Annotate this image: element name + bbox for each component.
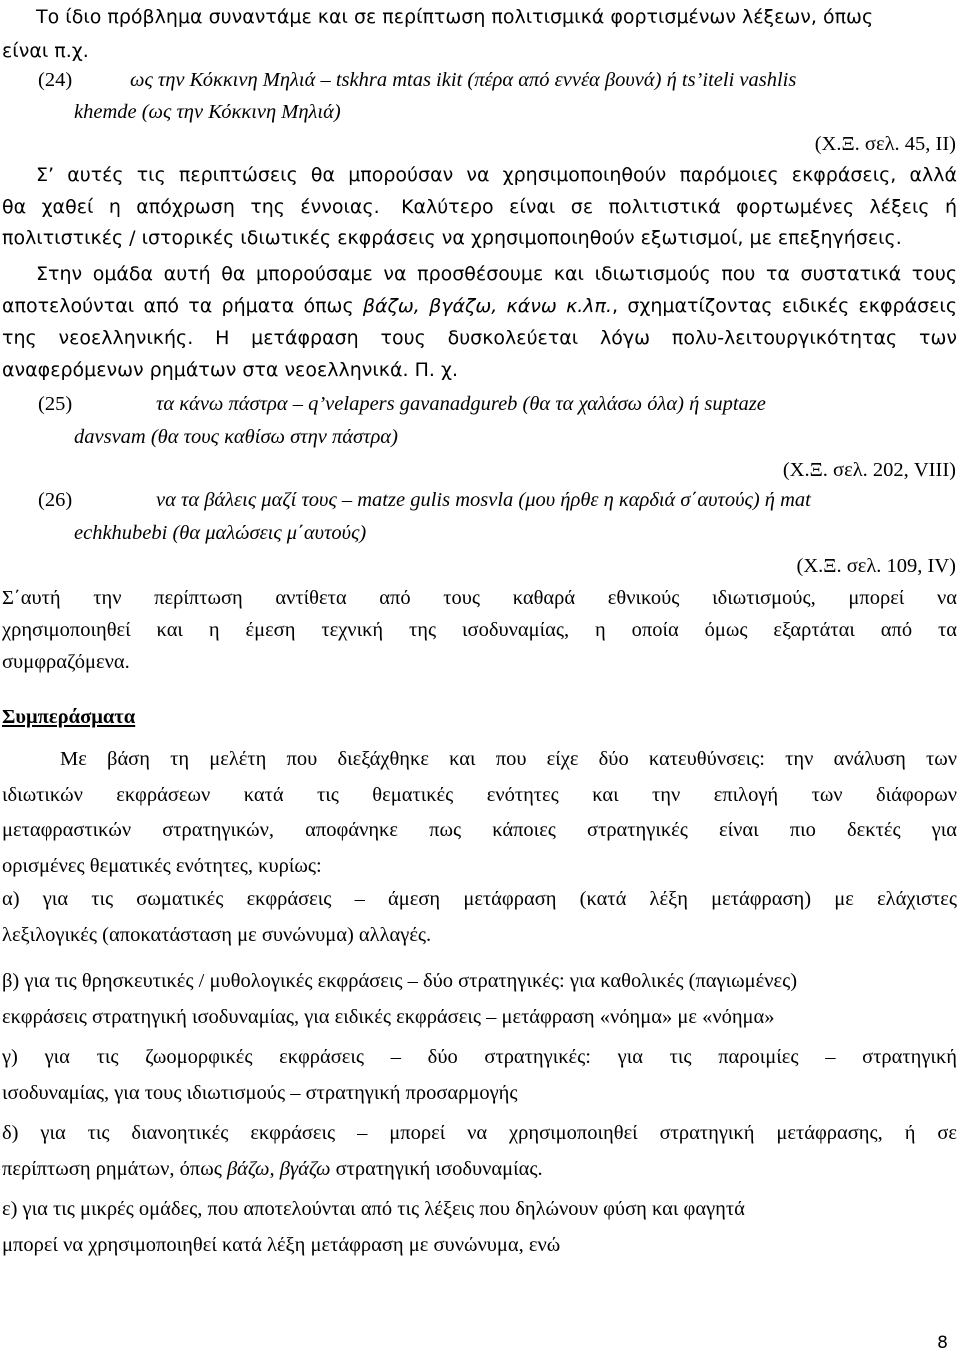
text-line: Σ’ αυτές τις περιπτώσεις θα μπορούσαν να χρησιμοποιηθούν παρόμοιες εκφράσεις, αλλά	[36, 164, 957, 186]
text-line: Σ΄αυτή την περίπτωση αντίθετα από τους καθαρά εθνικούς ιδιωτισμούς, μπορεί να	[2, 587, 957, 609]
text-line: δ) για τις διανοητικές εκφράσεις – μπορεί να χρησιμοποιηθεί στρατηγική μετάφρασης, ή σε	[2, 1122, 957, 1144]
text-line: α) για τις σωματικές εκφράσεις – άμεση μετάφραση (κατά λέξη μετάφραση) με ελάχιστες	[2, 888, 957, 910]
text-line: Το ίδιο πρόβλημα συναντάμε και σε περίπτωση πολιτισμικά φορτισμένων λέξεων, όπως	[36, 6, 874, 28]
example-source: (Χ.Ξ. σελ. 109, IV)	[796, 555, 956, 577]
page-number: 8	[937, 1333, 948, 1353]
text-line: πολιτιστικές / ιστορικές ιδιωτικές εκφράσεις να χρησιμοποιηθούν εξωτισμοί, με επεξηγήσεις.	[2, 227, 902, 249]
example-number: (24)	[38, 69, 73, 91]
section-heading-block	[2, 702, 957, 734]
text-line: εκφράσεις στρατηγική ισοδυναμίας, για ειδικές εκφράσεις – μετάφραση «νόημα» με «νόημα»	[2, 1005, 775, 1028]
text-line: της νεοελληνικής. Η μετάφραση τους δυσκολεύεται λόγω πολυ-λειτουργικότητας των	[2, 327, 957, 349]
example-text: να τα βάλεις μαζί τους – matze gulis mosvla (μου ήρθε η καρδιά σ΄αυτούς) ή mat	[156, 489, 811, 511]
text-line: χρησιμοποιηθεί και η έμεση τεχνική της ισοδυναμίας, η οποία όμως εξαρτάται από τα	[2, 619, 957, 641]
intro-paragraph-cont	[2, 36, 957, 68]
text-span: , σχηματίζοντας ειδικές εκφράσεις	[612, 295, 957, 317]
conclusion-e	[2, 1192, 957, 1263]
example-text: khemde (ως την Κόκκινη Μηλιά)	[74, 101, 341, 123]
text-line: ορισμένες θεματικές ενότητες, κυρίως:	[2, 854, 322, 877]
text-span: περίπτωση ρημάτων, όπως	[2, 1157, 227, 1180]
text-line: αναφερόμενων ρημάτων στα νεοελληνικά. Π. χ.	[2, 359, 458, 381]
text-line: μπορεί να χρησιμοποιηθεί κατά λέξη μετάφραση με συνώνυμα, ενώ	[2, 1233, 561, 1256]
section-heading: Συμπεράσματα	[2, 706, 136, 728]
conclusion-d	[2, 1116, 957, 1187]
example-source: (Χ.Ξ. σελ. 45, ΙΙ)	[814, 133, 956, 155]
text-span: στρατηγική ισοδυναμίας.	[330, 1157, 543, 1180]
text-line: β) για τις θρησκευτικές / μυθολογικές εκφράσεις – δύο στρατηγικές: για καθολικές (παγιωμένες)	[2, 970, 798, 992]
paragraph-1	[2, 160, 957, 255]
text-line: ιδιωτικών εκφράσεων κατά τις θεματικές ενότητες και την επιλογή των διάφορων	[2, 783, 957, 806]
conclusions-intro	[2, 742, 957, 884]
text-line: γ) για τις ζωομορφικές εκφράσεις – δύο στρατηγικές: για τις παροιμίες – στρατηγική	[2, 1046, 957, 1068]
example-number: (25)	[38, 393, 73, 415]
example-text: davsvam (θα τους καθίσω στην πάστρα)	[74, 426, 398, 448]
text-line: μεταφραστικών στρατηγικών, αποφάνηκε πως κάποιες στρατηγικές είναι πιο δεκτές για	[2, 819, 957, 841]
italic-verbs: βάζω, βγάζω	[226, 1157, 331, 1180]
example-26	[38, 484, 958, 583]
italic-verbs: βάζω, βγάζω, κάνω κ.λπ.	[362, 295, 613, 317]
example-24	[38, 64, 958, 160]
example-text: ως την Κόκκινη Μηλιά – tskhra mtas ikit (πέρα από εννέα βουνά) ή ts’iteli vashlis	[130, 69, 797, 91]
text-line: ισοδυναμίας, για τους ιδιωτισμούς – στρατηγική προσαρμογής	[2, 1081, 518, 1104]
text-span: αποτελούνται από τα ρήματα όπως	[2, 295, 363, 317]
text-line: συμφραζόμενα.	[2, 651, 130, 673]
example-source: (Χ.Ξ. σελ. 202, VIII)	[782, 459, 956, 481]
conclusion-b	[2, 964, 957, 1035]
paragraph-3	[2, 582, 957, 678]
example-text: τα κάνω πάστρα – q’velapers gavanadgureb (θα τα χαλάσω όλα) ή suptaze	[156, 393, 766, 415]
text-line: Καλύτερο είναι σε πολιτιστικά φορτωμένες λέξεις ή	[401, 195, 957, 218]
conclusion-a	[2, 882, 957, 953]
paragraph-2	[2, 258, 957, 386]
intro-paragraph	[36, 2, 956, 34]
example-25	[38, 388, 958, 487]
text-line: λεξιλογικές (αποκατάσταση με συνώνυμα) αλλαγές.	[2, 923, 432, 946]
text-line: ε) για τις μικρές ομάδες, που αποτελούνται από τις λέξεις που δηλώνουν φύση και φαγητά	[2, 1198, 745, 1220]
example-text: echkhubebi (θα μαλώσεις μ΄αυτούς)	[74, 522, 367, 544]
text-line: θα χαθεί η απόχρωση της έννοιας.	[2, 195, 380, 218]
text-line: Με βάση τη μελέτη που διεξάχθηκε και που είχε δύο κατευθύνσεις: την ανάλυση των	[60, 748, 957, 770]
text-line: Στην ομάδα αυτή θα μπορούσαμε να προσθέσουμε και ιδιωτισμούς που τα συστατικά τους	[36, 263, 957, 285]
conclusion-c	[2, 1040, 957, 1111]
text-line: είναι π.χ.	[2, 40, 89, 62]
example-number: (26)	[38, 489, 73, 511]
